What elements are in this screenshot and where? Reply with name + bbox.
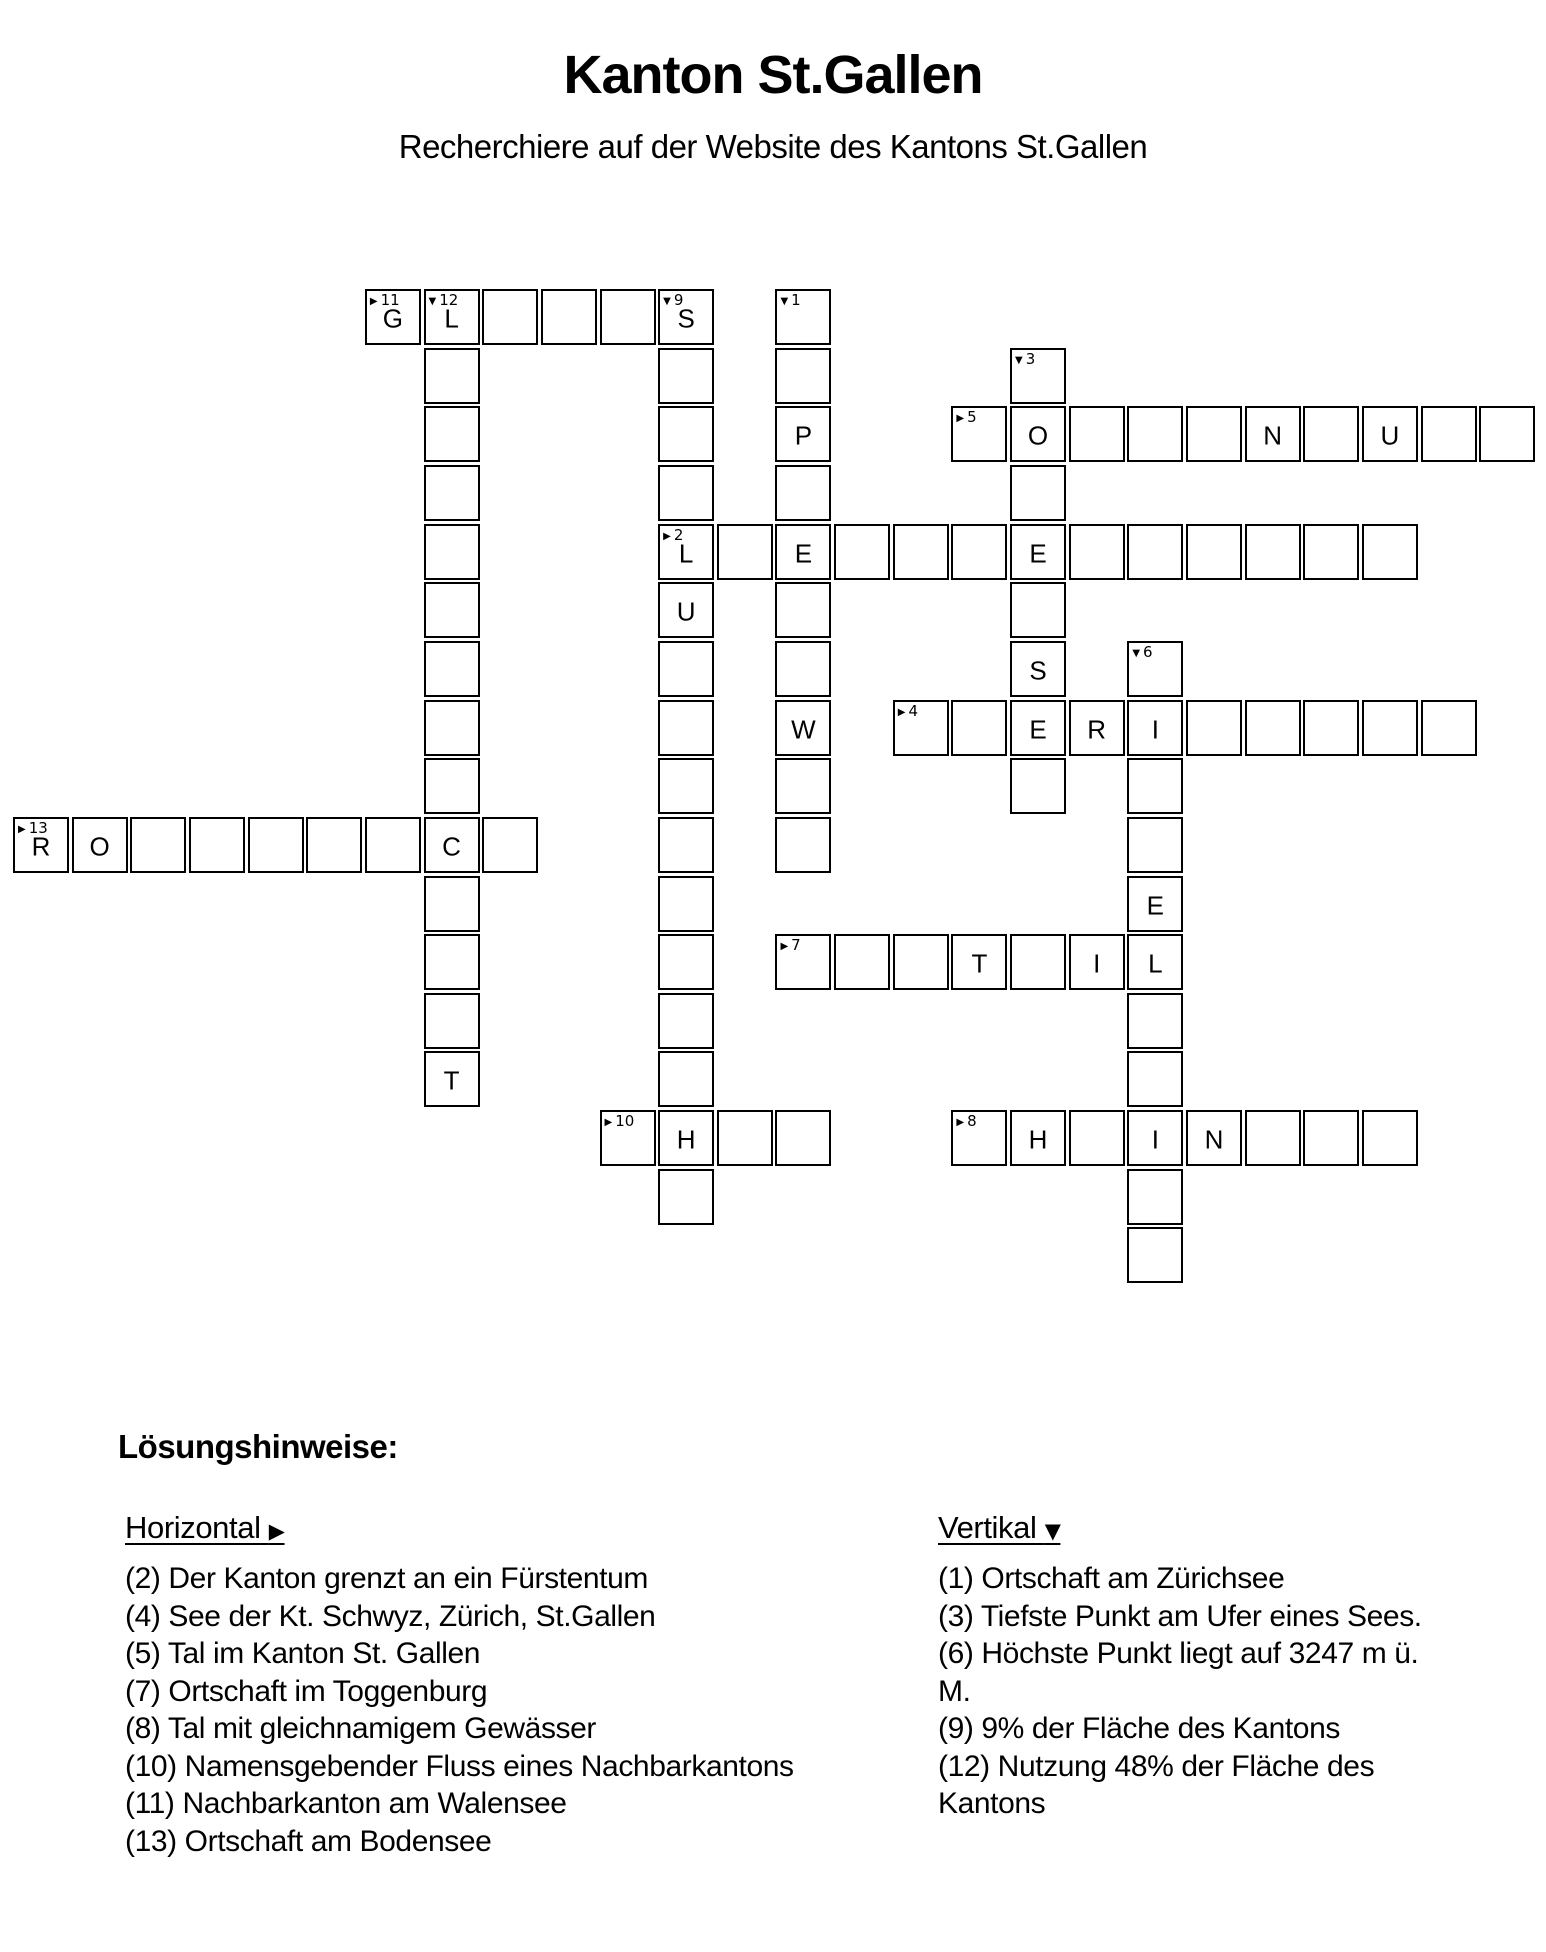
grid-cell[interactable] xyxy=(893,700,949,756)
grid-cell[interactable] xyxy=(951,524,1007,580)
grid-cell[interactable] xyxy=(1010,700,1066,756)
grid-cell[interactable] xyxy=(1362,700,1418,756)
cell-letter: W xyxy=(791,714,816,745)
clue-item: (7) Ortschaft im Toggenburg xyxy=(125,1674,488,1708)
clue-item: (4) See der Kt. Schwyz, Zürich, St.Gallen xyxy=(125,1599,656,1633)
cell-letter: S xyxy=(677,303,695,334)
grid-cell[interactable] xyxy=(424,465,480,521)
grid-cell[interactable] xyxy=(482,289,538,345)
grid-cell[interactable] xyxy=(1010,348,1066,404)
grid-cell[interactable] xyxy=(600,1110,656,1166)
cell-letter: R xyxy=(31,831,51,862)
grid-cell[interactable] xyxy=(1245,1110,1301,1166)
grid-cell[interactable] xyxy=(951,1110,1007,1166)
across-number-marker: ▶ 7 xyxy=(780,936,801,955)
grid-cell[interactable] xyxy=(1010,934,1066,990)
cell-letter: C xyxy=(442,831,461,862)
down-number-marker: ▼ 3 xyxy=(1015,349,1036,368)
grid-cell[interactable] xyxy=(424,1051,480,1107)
down-arrow-icon: ▼ xyxy=(428,296,437,307)
grid-cell[interactable] xyxy=(834,524,890,580)
across-number-marker: ▶ 13 xyxy=(18,818,48,837)
cell-letter: H xyxy=(1028,1124,1048,1155)
right-arrow-icon: ▶ xyxy=(604,1117,613,1129)
grid-cell[interactable] xyxy=(1069,406,1125,462)
down-number-marker: ▼ 12 xyxy=(428,291,459,309)
cell-letter: P xyxy=(794,420,813,451)
grid-cell[interactable] xyxy=(1186,700,1242,756)
grid-cell[interactable] xyxy=(775,348,831,404)
grid-cell[interactable] xyxy=(541,289,597,345)
grid-cell[interactable] xyxy=(248,817,304,873)
cell-letter: T xyxy=(443,1065,460,1096)
grid-cell[interactable] xyxy=(951,406,1007,462)
grid-cell[interactable] xyxy=(1127,1110,1183,1166)
grid-cell[interactable] xyxy=(1362,1110,1418,1166)
grid-cell[interactable] xyxy=(1421,700,1477,756)
grid-cell[interactable] xyxy=(658,817,714,873)
hints-heading: Lösungshinweise: xyxy=(118,1428,398,1465)
clue-item: (11) Nachbarkanton am Walensee xyxy=(125,1787,567,1820)
grid-cell[interactable] xyxy=(1069,934,1125,990)
cell-letter: R xyxy=(1087,714,1107,745)
cell-letter: G xyxy=(382,303,403,334)
grid-cell[interactable] xyxy=(424,876,480,932)
down-arrow-icon: ▼ xyxy=(1044,1519,1061,1543)
grid-cell[interactable] xyxy=(424,934,480,990)
grid-cell[interactable] xyxy=(658,700,714,756)
clue-item: (2) Der Kanton grenzt an ein Fürstentum xyxy=(125,1562,648,1595)
cell-letter: U xyxy=(676,596,696,627)
grid-cell[interactable] xyxy=(424,641,480,697)
grid-cell[interactable] xyxy=(951,934,1007,990)
grid-cell[interactable] xyxy=(658,993,714,1049)
grid-cell[interactable] xyxy=(658,758,714,814)
grid-cell[interactable] xyxy=(1303,700,1359,756)
across-number-marker: ▶ 11 xyxy=(369,291,400,309)
cell-letter: T xyxy=(971,948,988,979)
right-arrow-icon: ▶ xyxy=(897,706,906,718)
grid-cell[interactable] xyxy=(775,406,831,462)
across-header xyxy=(125,1510,285,1546)
grid-cell[interactable] xyxy=(658,524,714,580)
grid-cell[interactable] xyxy=(365,289,421,345)
down-number-marker: ▼ 9 xyxy=(663,291,684,309)
grid-cell[interactable] xyxy=(1127,934,1183,990)
across-number-marker: ▶ 4 xyxy=(897,701,918,720)
grid-cell[interactable] xyxy=(1127,993,1183,1049)
cell-letter: L xyxy=(678,538,694,569)
grid-cell[interactable] xyxy=(658,1110,714,1166)
grid-cell[interactable] xyxy=(482,817,538,873)
grid-cell[interactable] xyxy=(658,641,714,697)
down-arrow-icon: ▼ xyxy=(1132,647,1141,659)
grid-cell[interactable] xyxy=(775,524,831,580)
across-number-marker: ▶ 5 xyxy=(956,408,977,427)
grid-cell[interactable] xyxy=(1127,1169,1183,1225)
grid-cell[interactable] xyxy=(424,700,480,756)
grid-cell[interactable] xyxy=(1127,758,1183,814)
grid-cell[interactable] xyxy=(1010,465,1066,521)
grid-cell[interactable] xyxy=(189,817,245,873)
cell-letter: I xyxy=(1151,1124,1159,1155)
clue-item: (13) Ortschaft am Bodensee xyxy=(125,1824,492,1858)
down-arrow-icon: ▼ xyxy=(780,296,789,307)
grid-cell[interactable] xyxy=(1010,758,1066,814)
clue-item: (8) Tal mit gleichnamigem Gewässer xyxy=(125,1712,597,1745)
grid-cell[interactable] xyxy=(1421,406,1477,462)
grid-cell[interactable] xyxy=(1127,876,1183,932)
grid-cell[interactable] xyxy=(1069,1110,1125,1166)
right-arrow-icon: ▶ xyxy=(956,1117,965,1129)
grid-cell[interactable] xyxy=(1010,406,1066,462)
across-arrow-icon: ▶ xyxy=(268,1519,285,1543)
down-clue-list xyxy=(938,1560,1443,1823)
clue-item: (10) Namensgebender Fluss eines Nachbarkantons xyxy=(125,1749,794,1783)
grid-cell[interactable] xyxy=(1010,641,1066,697)
grid-cell[interactable] xyxy=(72,817,128,873)
grid-cell[interactable] xyxy=(1127,1051,1183,1107)
cell-letter: E xyxy=(1029,714,1047,745)
grid-cell[interactable] xyxy=(424,582,480,638)
cell-letter: N xyxy=(1204,1124,1224,1155)
cell-letter: L xyxy=(444,303,459,334)
grid-cell[interactable] xyxy=(1362,406,1418,462)
down-arrow-icon: ▼ xyxy=(1015,354,1023,366)
grid-cell[interactable] xyxy=(775,700,831,756)
grid-cell[interactable] xyxy=(658,1051,714,1107)
down-header-label: Vertikal xyxy=(938,1510,1037,1545)
grid-cell[interactable] xyxy=(1069,700,1125,756)
cell-letter: O xyxy=(89,831,110,862)
page-subtitle: Recherchiere auf der Website des Kantons St.Gallen xyxy=(398,128,1148,165)
grid-cell[interactable] xyxy=(424,817,480,873)
grid-cell[interactable] xyxy=(1069,524,1125,580)
grid-cell[interactable] xyxy=(1127,641,1183,697)
right-arrow-icon: ▶ xyxy=(18,823,26,835)
across-clues-column xyxy=(125,1510,915,1860)
grid-cell[interactable] xyxy=(1245,406,1301,462)
grid-cell[interactable] xyxy=(775,817,831,873)
grid-cell[interactable] xyxy=(775,582,831,638)
grid-cell[interactable] xyxy=(775,934,831,990)
grid-cell[interactable] xyxy=(13,817,69,873)
grid-cell[interactable] xyxy=(1127,406,1183,462)
grid-cell[interactable] xyxy=(1479,406,1535,462)
grid-cell[interactable] xyxy=(424,758,480,814)
cell-letter: H xyxy=(676,1124,696,1155)
grid-cell[interactable] xyxy=(424,289,480,345)
cell-letter: L xyxy=(1148,948,1163,979)
clue-item: (9) 9% der Fläche des Kantons xyxy=(938,1712,1340,1745)
grid-cell[interactable] xyxy=(658,934,714,990)
grid-cell[interactable] xyxy=(658,406,714,462)
grid-cell[interactable] xyxy=(1010,1110,1066,1166)
down-clues-column xyxy=(938,1510,1443,1823)
grid-cell[interactable] xyxy=(658,465,714,521)
grid-cell[interactable] xyxy=(1010,582,1066,638)
grid-cell[interactable] xyxy=(306,817,362,873)
grid-cell[interactable] xyxy=(834,934,890,990)
grid-cell[interactable] xyxy=(775,758,831,814)
across-clue-list xyxy=(125,1560,915,1860)
grid-cell[interactable] xyxy=(600,289,656,345)
grid-cell[interactable] xyxy=(775,465,831,521)
across-header-label: Horizontal xyxy=(125,1510,261,1545)
grid-cell[interactable] xyxy=(130,817,186,873)
grid-cell[interactable] xyxy=(951,700,1007,756)
grid-cell[interactable] xyxy=(658,289,714,345)
grid-cell[interactable] xyxy=(1303,1110,1359,1166)
grid-cell[interactable] xyxy=(1127,524,1183,580)
down-number-marker: ▼ 1 xyxy=(780,291,801,309)
grid-cell[interactable] xyxy=(424,993,480,1049)
grid-cell[interactable] xyxy=(658,1169,714,1225)
grid-cell[interactable] xyxy=(1127,817,1183,873)
down-number-marker: ▼ 6 xyxy=(1132,642,1153,661)
clue-item: (3) Tiefste Punkt am Ufer eines Sees. xyxy=(938,1599,1422,1633)
cell-letter: E xyxy=(1029,538,1047,569)
grid-cell[interactable] xyxy=(893,524,949,580)
across-number-marker: ▶ 8 xyxy=(956,1112,977,1131)
cell-letter: E xyxy=(1146,890,1165,921)
clue-item: (6) Höchste Punkt liegt auf 3247 m ü. M. xyxy=(938,1637,1419,1708)
grid-cell[interactable] xyxy=(1186,1110,1242,1166)
grid-cell[interactable] xyxy=(658,348,714,404)
across-number-marker: ▶ 10 xyxy=(604,1112,635,1131)
right-arrow-icon: ▶ xyxy=(956,413,965,425)
grid-cell[interactable] xyxy=(717,1110,773,1166)
grid-cell[interactable] xyxy=(424,524,480,580)
cell-letter: I xyxy=(1093,948,1101,979)
cell-letter: S xyxy=(1029,655,1047,686)
grid-cell[interactable] xyxy=(1127,700,1183,756)
page-title: Kanton St.Gallen xyxy=(563,45,983,105)
grid-cell[interactable] xyxy=(1127,1227,1183,1283)
grid-cell[interactable] xyxy=(424,348,480,404)
grid-cell[interactable] xyxy=(893,934,949,990)
grid-cell[interactable] xyxy=(1010,524,1066,580)
right-arrow-icon: ▶ xyxy=(663,530,671,542)
down-header xyxy=(938,1510,1060,1546)
across-number-marker: ▶ 2 xyxy=(663,525,684,544)
cell-letter: I xyxy=(1151,714,1159,745)
right-arrow-icon: ▶ xyxy=(369,296,378,307)
clue-item: (1) Ortschaft am Zürichsee xyxy=(938,1562,1285,1595)
cell-letter: O xyxy=(1027,420,1049,451)
grid-cell[interactable] xyxy=(658,582,714,638)
grid-cell[interactable] xyxy=(1303,524,1359,580)
grid-cell[interactable] xyxy=(1303,406,1359,462)
grid-cell[interactable] xyxy=(424,406,480,462)
grid-cell[interactable] xyxy=(1186,406,1242,462)
grid-cell[interactable] xyxy=(717,524,773,580)
grid-cell[interactable] xyxy=(1245,700,1301,756)
down-arrow-icon: ▼ xyxy=(663,296,671,307)
grid-cell[interactable] xyxy=(658,876,714,932)
grid-cell[interactable] xyxy=(365,817,421,873)
grid-cell[interactable] xyxy=(775,641,831,697)
cell-letter: E xyxy=(794,538,813,569)
cell-letter: N xyxy=(1263,420,1283,451)
clue-item: (5) Tal im Kanton St. Gallen xyxy=(125,1637,481,1670)
grid-cell[interactable] xyxy=(775,1110,831,1166)
grid-cell[interactable] xyxy=(1186,524,1242,580)
right-arrow-icon: ▶ xyxy=(780,941,789,953)
grid-cell[interactable] xyxy=(1362,524,1418,580)
clue-item: (12) Nutzung 48% der Fläche des Kantons xyxy=(938,1749,1375,1820)
grid-cell[interactable] xyxy=(1245,524,1301,580)
grid-cell[interactable] xyxy=(775,289,831,345)
cell-letter: U xyxy=(1380,420,1400,451)
